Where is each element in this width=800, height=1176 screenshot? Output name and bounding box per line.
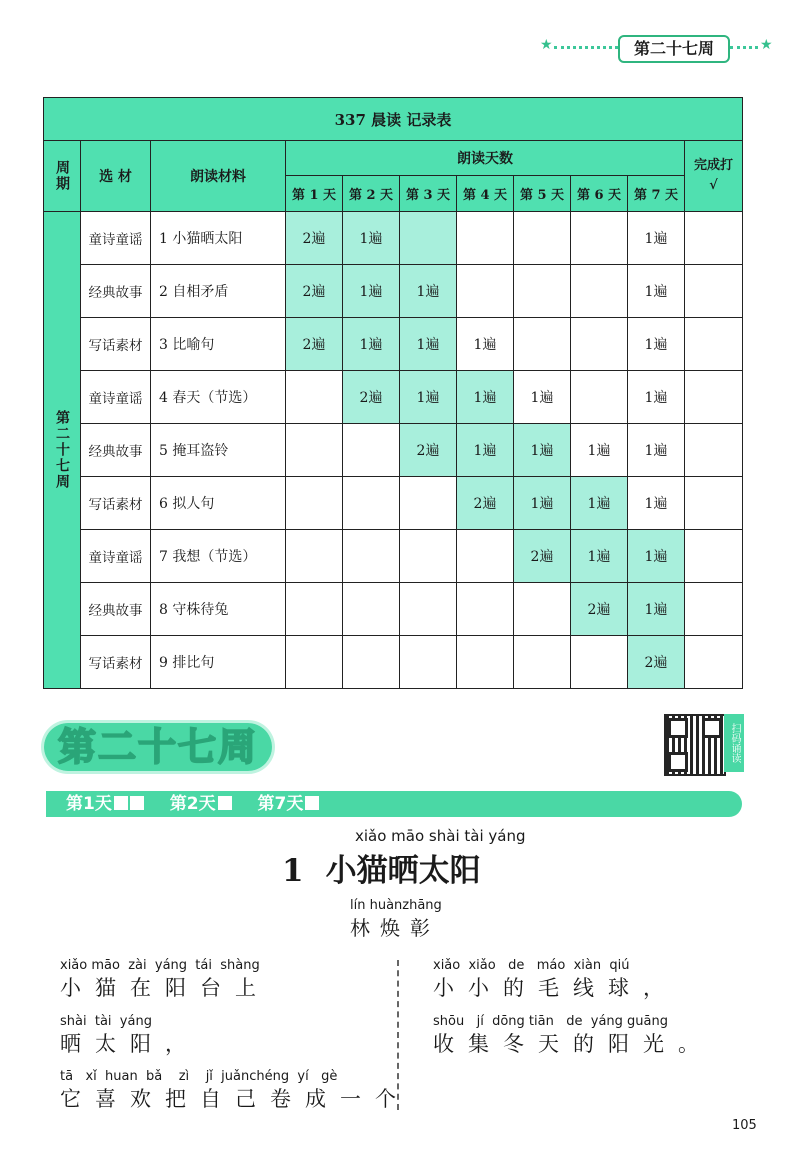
day-count-cell: 1遍 [571, 424, 628, 477]
done-check-cell[interactable] [685, 424, 743, 477]
category-cell: 童诗童谣 [81, 371, 151, 424]
done-check-cell[interactable] [685, 371, 743, 424]
day-7-label: 第7天 [258, 794, 320, 814]
material-cell: 2 自相矛盾 [151, 265, 286, 318]
day-count-cell: 1遍 [457, 424, 514, 477]
day-count-cell [457, 636, 514, 689]
table-row [44, 265, 743, 318]
category-cell: 经典故事 [81, 583, 151, 636]
material-cell: 3 比喻句 [151, 318, 286, 371]
day-count-cell [343, 424, 400, 477]
done-check-cell[interactable] [685, 212, 743, 265]
poem-number: 1 [282, 853, 304, 889]
col-material: 朗读材料 [151, 141, 286, 212]
table-row [44, 530, 743, 583]
day-count-cell: 1遍 [628, 530, 685, 583]
col-category: 选 材 [81, 141, 151, 212]
day-count-cell: 1遍 [343, 265, 400, 318]
day-2-label: 第2天 [170, 794, 232, 814]
category-cell: 写话素材 [81, 318, 151, 371]
day-count-cell: 1遍 [628, 318, 685, 371]
day-count-cell: 1遍 [514, 424, 571, 477]
poem-line: 晒太阳， [60, 1032, 200, 1056]
day-count-cell [514, 318, 571, 371]
material-cell: 8 守株待兔 [151, 583, 286, 636]
day-count-cell: 1遍 [628, 477, 685, 530]
checkbox-icon [114, 796, 128, 810]
day-count-cell [286, 477, 343, 530]
col-day-3: 第 3 天 [400, 176, 457, 212]
table-row [44, 477, 743, 530]
category-cell: 童诗童谣 [81, 212, 151, 265]
day-count-cell: 2遍 [343, 371, 400, 424]
day-count-cell: 1遍 [571, 530, 628, 583]
column-divider [397, 960, 399, 1110]
poem-line: 它喜欢把自己卷成一个 [60, 1087, 410, 1111]
dots-decoration [554, 46, 618, 53]
poem-line-pinyin: tā xǐ huan bǎ zì jǐ juǎnchéng yí gè [60, 1069, 338, 1084]
day-count-cell [514, 583, 571, 636]
checkbox-icon [218, 796, 232, 810]
day-count-cell [343, 636, 400, 689]
day-count-cell: 1遍 [343, 212, 400, 265]
day-count-cell: 1遍 [457, 371, 514, 424]
day-count-cell: 1遍 [514, 371, 571, 424]
col-days: 朗读天数 [286, 141, 685, 176]
done-check-cell[interactable] [685, 265, 743, 318]
day-bar [46, 791, 742, 817]
day-count-cell [571, 265, 628, 318]
checkbox-icon [305, 796, 319, 810]
day-count-cell [286, 583, 343, 636]
material-cell: 1 小猫晒太阳 [151, 212, 286, 265]
poem-title-text: 小猫晒太阳 [325, 853, 481, 889]
day-count-cell [286, 371, 343, 424]
col-day-4: 第 4 天 [457, 176, 514, 212]
star-icon: ★ [760, 37, 773, 53]
week-banner-title: 第二十七周 [44, 723, 272, 771]
day-count-cell [286, 424, 343, 477]
page-number: 105 [732, 1118, 757, 1133]
table-row [44, 371, 743, 424]
scan-read-tag: 扫码诵读 [724, 714, 744, 772]
poem-line-pinyin: xiǎo māo zài yáng tái shàng [60, 958, 260, 973]
day-count-cell: 1遍 [628, 265, 685, 318]
day-count-cell: 1遍 [514, 477, 571, 530]
day-count-cell: 1遍 [628, 424, 685, 477]
week-tab: 第二十七周 [618, 35, 730, 63]
poem-line: 小小的毛线球， [433, 976, 678, 1000]
qr-code-icon[interactable] [664, 714, 726, 776]
material-cell: 5 掩耳盗铃 [151, 424, 286, 477]
category-cell: 童诗童谣 [81, 530, 151, 583]
day-count-cell: 1遍 [457, 318, 514, 371]
poem-line: 收集冬天的阳光。 [433, 1032, 713, 1056]
title-pinyin: xiǎo māo shài tài yáng [355, 827, 526, 845]
table-row [44, 424, 743, 477]
day-count-cell [400, 583, 457, 636]
poem-line-pinyin: shōu jí dōng tiān de yáng guāng [433, 1014, 668, 1029]
done-check-cell[interactable] [685, 477, 743, 530]
category-cell: 写话素材 [81, 477, 151, 530]
col-day-1: 第 1 天 [286, 176, 343, 212]
star-icon: ★ [540, 37, 553, 53]
poem-line: 小猫在阳台上 [60, 976, 270, 1000]
col-day-7: 第 7 天 [628, 176, 685, 212]
poem-title [282, 845, 481, 890]
day-count-cell: 2遍 [457, 477, 514, 530]
done-check-cell[interactable] [685, 636, 743, 689]
week-header [540, 35, 780, 61]
material-cell: 9 排比句 [151, 636, 286, 689]
day-count-cell [571, 212, 628, 265]
day-count-cell [457, 212, 514, 265]
day-count-cell [571, 318, 628, 371]
day-count-cell: 2遍 [571, 583, 628, 636]
day-count-cell: 1遍 [571, 477, 628, 530]
category-cell: 经典故事 [81, 424, 151, 477]
table-title: 337 晨读 记录表 [44, 98, 743, 141]
day-count-cell [286, 636, 343, 689]
done-check-cell[interactable] [685, 530, 743, 583]
day-count-cell [286, 530, 343, 583]
poem-line-pinyin: shài tài yáng [60, 1014, 152, 1029]
day-1-label: 第1天 [66, 794, 144, 814]
day-count-cell [571, 636, 628, 689]
day-count-cell [457, 530, 514, 583]
day-count-cell: 1遍 [400, 318, 457, 371]
day-count-cell: 1遍 [628, 212, 685, 265]
poem-line-pinyin: xiǎo xiǎo de máo xiàn qiú [433, 958, 630, 973]
day-count-cell [514, 212, 571, 265]
day-count-cell [400, 212, 457, 265]
col-day-5: 第 5 天 [514, 176, 571, 212]
dots-decoration [730, 46, 758, 53]
day-count-cell [343, 530, 400, 583]
week-vertical-label: 第二十七周 [44, 212, 81, 689]
day-count-cell: 1遍 [400, 371, 457, 424]
col-day-6: 第 6 天 [571, 176, 628, 212]
day-count-cell [343, 477, 400, 530]
table-row [44, 212, 743, 265]
col-done: 完成打√ [685, 141, 743, 212]
day-count-cell: 1遍 [400, 265, 457, 318]
category-cell: 写话素材 [81, 636, 151, 689]
day-count-cell [400, 530, 457, 583]
done-check-cell[interactable] [685, 318, 743, 371]
day-count-cell: 2遍 [514, 530, 571, 583]
day-count-cell: 1遍 [628, 371, 685, 424]
table-row [44, 583, 743, 636]
day-count-cell: 2遍 [286, 318, 343, 371]
day-count-cell: 2遍 [286, 212, 343, 265]
day-count-cell: 1遍 [628, 583, 685, 636]
category-cell: 经典故事 [81, 265, 151, 318]
day-count-cell [514, 636, 571, 689]
material-cell: 7 我想（节选） [151, 530, 286, 583]
material-cell: 4 春天（节选） [151, 371, 286, 424]
author-name: 林焕彰 [350, 916, 440, 940]
day-count-cell [457, 583, 514, 636]
day-count-cell [457, 265, 514, 318]
checkbox-icon [130, 796, 144, 810]
material-cell: 6 拟人句 [151, 477, 286, 530]
day-count-cell [400, 477, 457, 530]
table-row [44, 318, 743, 371]
day-count-cell: 2遍 [628, 636, 685, 689]
day-count-cell: 2遍 [286, 265, 343, 318]
day-count-cell: 1遍 [343, 318, 400, 371]
author-pinyin: lín huànzhāng [350, 898, 442, 913]
day-count-cell [343, 583, 400, 636]
day-count-cell [400, 636, 457, 689]
reading-record-table [43, 97, 743, 689]
day-count-cell [514, 265, 571, 318]
table-row [44, 636, 743, 689]
day-count-cell [571, 371, 628, 424]
done-check-cell[interactable] [685, 583, 743, 636]
day-count-cell: 2遍 [400, 424, 457, 477]
col-period: 周期 [44, 141, 81, 212]
week-banner [44, 716, 272, 771]
col-day-2: 第 2 天 [343, 176, 400, 212]
